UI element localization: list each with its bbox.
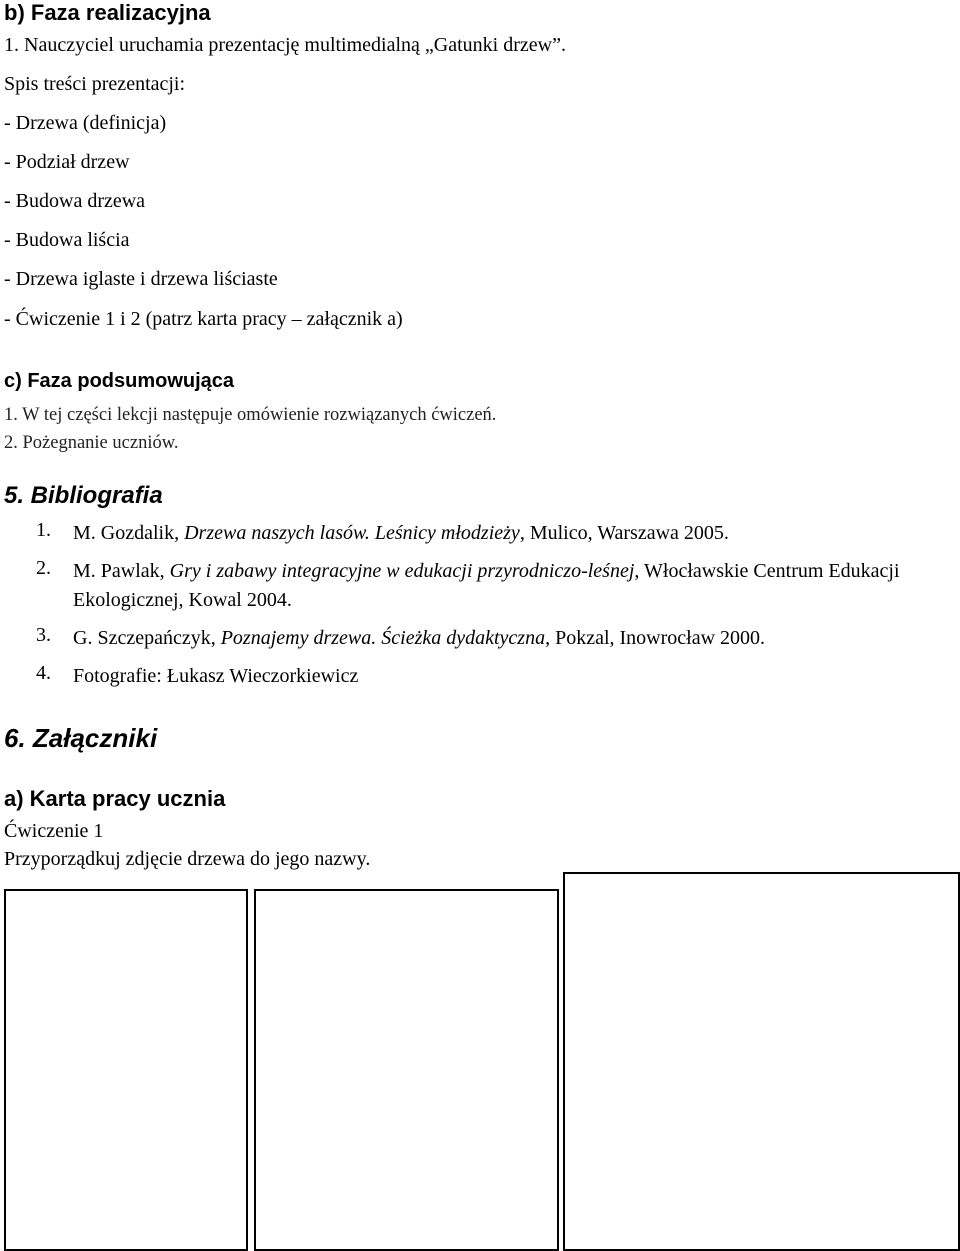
toc-item: - Drzewa iglaste i drzewa liściaste bbox=[4, 268, 278, 290]
toc-item: - Podział drzew bbox=[4, 151, 130, 173]
bibliography-number: 4. bbox=[36, 662, 51, 684]
tree-photo-frame bbox=[254, 889, 559, 1251]
bibliography-author: M. Gozdalik, bbox=[73, 522, 185, 544]
toc-item: - Budowa liścia bbox=[4, 229, 130, 251]
section-heading-realizacyjna: b) Faza realizacyjna bbox=[4, 0, 211, 25]
bibliography-author: M. Pawlak, bbox=[73, 560, 170, 582]
bibliography-number: 1. bbox=[36, 519, 51, 541]
podsumowujaca-item-2: 2. Pożegnanie uczniów. bbox=[4, 433, 179, 453]
bibliography-number: 3. bbox=[36, 624, 51, 646]
bibliography-entry bbox=[0, 624, 960, 654]
tree-photo-frame bbox=[563, 872, 960, 1251]
toc-title: Spis treści prezentacji: bbox=[4, 73, 186, 95]
bibliography-title: Gry i zabawy integracyjne w edukacji przyrodniczo-leśnej bbox=[169, 560, 635, 582]
bibliography-publisher: , Mulico, Warszawa 2005. bbox=[519, 522, 729, 544]
tree-photo-frame bbox=[4, 889, 248, 1251]
bibliography-number: 2. bbox=[36, 557, 51, 579]
podsumowujaca-item-1: 1. W tej części lekcji następuje omówienie rozwiązanych ćwiczeń. bbox=[4, 405, 497, 425]
bibliography-author: Fotografie: Łukasz Wieczorkiewicz bbox=[73, 665, 359, 687]
bibliography-publisher: , Pokzal, Inowrocław 2000. bbox=[545, 627, 766, 649]
realizacyjna-item-1: 1. Nauczyciel uruchamia prezentację multimedialną „Gatunki drzew”. bbox=[4, 34, 566, 56]
bibliography-title: Drzewa naszych lasów. Leśnicy młodzieży bbox=[184, 522, 520, 544]
bibliography-publisher: , Włocławskie Centrum Edukacji Ekologicznej, Kowal 2004. bbox=[73, 560, 900, 611]
toc-item: - Budowa drzewa bbox=[4, 190, 146, 212]
bibliography-entry bbox=[0, 557, 960, 617]
bibliography-entry bbox=[0, 519, 960, 549]
section-heading-podsumowujaca: c) Faza podsumowująca bbox=[4, 370, 235, 392]
bibliography-title: Poznajemy drzewa. Ścieżka dydaktyczna bbox=[220, 627, 546, 649]
section-heading-bibliografia: 5. Bibliografia bbox=[4, 482, 163, 509]
bibliography-entry bbox=[0, 662, 960, 692]
toc-item: - Drzewa (definicja) bbox=[4, 112, 167, 134]
exercise-instruction: Przyporządkuj zdjęcie drzewa do jego nazwy. bbox=[4, 848, 371, 870]
bibliography-author: G. Szczepańczyk, bbox=[73, 627, 221, 649]
exercise-title: Ćwiczenie 1 bbox=[4, 820, 104, 842]
section-heading-zalaczniki: 6. Załączniki bbox=[4, 723, 158, 753]
toc-item: - Ćwiczenie 1 i 2 (patrz karta pracy – załącznik a) bbox=[4, 308, 403, 330]
worksheet-heading: a) Karta pracy ucznia bbox=[4, 786, 226, 811]
